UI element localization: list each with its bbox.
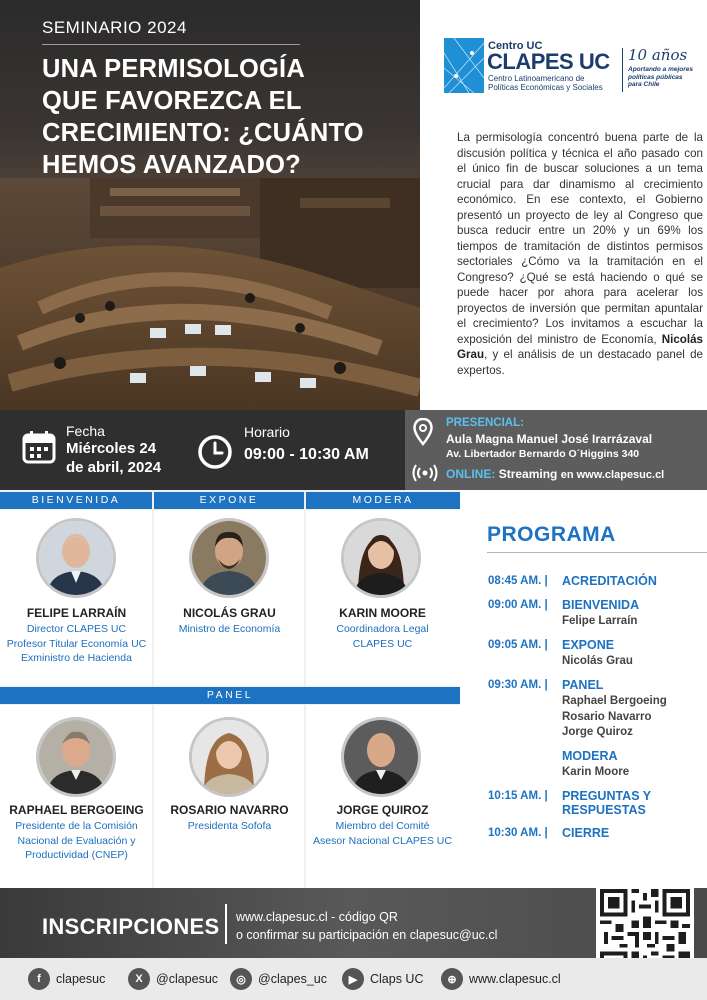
intro-text-end: , y el análisis de un destacado panel de expertos.	[457, 348, 703, 377]
facebook-icon: f	[28, 968, 50, 990]
program-label: ACREDITACIÓN	[562, 574, 657, 588]
registration-title: INSCRIPCIONES	[42, 914, 220, 939]
speaker-card	[306, 510, 460, 686]
hero-info	[420, 0, 707, 410]
speaker-role	[0, 622, 153, 666]
logo-centro: Centro UC	[488, 40, 543, 52]
event-info-bar	[0, 410, 707, 490]
program-label: PANEL	[562, 678, 604, 692]
speaker-card	[154, 705, 304, 888]
intro-paragraph	[457, 130, 703, 378]
registration-divider	[225, 904, 227, 944]
date-line: Miércoles 24	[66, 440, 157, 457]
speaker-name: ROSARIO NAVARRO	[170, 803, 289, 817]
logo-subtitle-line: Políticas Económicas y Sociales	[488, 83, 603, 92]
program-person: Felipe Larraín	[562, 615, 638, 627]
program-person: Rosario Navarro	[562, 710, 652, 723]
speaker-role-line: Coordinadora Legal	[336, 623, 429, 635]
social-facebook[interactable]	[28, 967, 105, 991]
title-line: UNA PERMISOLOGÍA	[42, 55, 305, 83]
speaker-role-line: CLAPES UC	[352, 637, 413, 650]
calendar-icon	[22, 430, 56, 464]
speaker-role-line: Ministro de Economía	[178, 623, 281, 635]
globe-icon: ⊕	[441, 968, 463, 990]
intro-text: La permisología concentró buena parte de la discusión política y técnica el año pasado con el único fin de buscar soluciones a un tema crucial para dar dinamismo al crecimiento económico. En ese contexto, el Gobierno presentó un proyecto de ley al Congreso que busca reducir entre un 20% y un 69% los tiempos de tramitación de distintos permisos sectoriales ¿Cómo va la tramitación en el Congreso? ¿Qué se está haciendo o qué se puede hacer por ahora para acelerar los proyectos de inversión que permitan apuntalar el crecimiento? Los invitamos a escuchar la exposición del ministro de Economía,	[457, 131, 703, 346]
tagline-line: Aportando a mejores	[628, 66, 694, 73]
speaker-card	[0, 510, 152, 686]
social-web[interactable]	[441, 967, 561, 991]
program-time: 09:05 AM. |	[488, 639, 548, 651]
program-person: Karin Moore	[562, 766, 630, 778]
speaker-photo	[344, 521, 418, 595]
program-time: 10:15 AM. |	[488, 790, 548, 802]
program-names	[562, 654, 707, 670]
program-label	[562, 789, 707, 817]
registration-link[interactable]: www.clapesuc.cl - código QR	[236, 910, 398, 924]
speaker-role-line: Asesor Nacional CLAPES UC	[313, 834, 452, 847]
speaker-name: KARIN MOORE	[339, 606, 426, 620]
anniversary-mark: 10 años	[628, 46, 688, 64]
location-pin-icon	[413, 418, 433, 446]
program-label: MODERA	[562, 749, 618, 763]
tagline-line: para Chile	[628, 81, 660, 88]
date-line: de abril, 2024	[66, 459, 162, 476]
x-icon: X	[128, 968, 150, 990]
broadcast-icon	[412, 463, 438, 483]
speaker-photo	[344, 720, 418, 794]
seminar-year: SEMINARIO 2024	[42, 18, 300, 45]
logo-divider	[622, 48, 623, 92]
speaker-role	[306, 819, 459, 848]
presencial-label: PRESENCIAL:	[446, 417, 524, 429]
speaker-role-line: Presidente de la Comisión	[15, 820, 138, 832]
youtube-icon: ▶	[342, 968, 364, 990]
speaker-name: NICOLÁS GRAU	[183, 606, 276, 620]
role-bar-bienvenida: BIENVENIDA	[0, 492, 152, 509]
speaker-role-line: Miembro del Comité	[335, 820, 430, 832]
program-names	[562, 614, 707, 630]
time-label: Horario	[244, 424, 290, 440]
senate-chamber-photo	[0, 178, 420, 410]
speaker-photo	[192, 720, 266, 794]
social-handle: @clapesuc	[156, 972, 219, 986]
speaker-photo	[39, 720, 113, 794]
hero-text	[42, 18, 372, 181]
speaker-role-line: Profesor Titular Economía UC	[6, 637, 147, 650]
speaker-role	[0, 819, 153, 863]
online-info	[446, 467, 664, 481]
social-handle: Claps UC	[370, 972, 424, 986]
social-x[interactable]	[128, 967, 218, 991]
logo-tagline	[628, 66, 694, 89]
logo-subtitle	[488, 74, 618, 92]
program-person: Raphael Bergoeing	[562, 695, 667, 707]
program-label: CIERRE	[562, 826, 610, 840]
avatar	[36, 717, 116, 797]
title-line: QUE FAVOREZCA EL	[42, 87, 302, 115]
speaker-role-line: Nacional de Evaluación y	[17, 834, 136, 847]
avatar	[189, 717, 269, 797]
program-names	[562, 694, 707, 741]
logo-clapes: CLAPES UC	[487, 49, 610, 74]
program-time: 09:30 AM. |	[488, 679, 548, 691]
speaker-role-line: Presidenta Sofofa	[187, 820, 272, 832]
program-person: Jorge Quiroz	[562, 726, 633, 738]
social-youtube[interactable]	[342, 967, 424, 991]
instagram-icon: ◎	[230, 968, 252, 990]
speaker-card	[154, 510, 304, 686]
program-time: 09:00 AM. |	[488, 599, 548, 611]
avatar	[341, 717, 421, 797]
clock-icon	[197, 434, 233, 470]
speaker-role	[153, 819, 306, 834]
hero-banner	[0, 0, 420, 410]
avatar	[189, 518, 269, 598]
event-title	[42, 53, 372, 181]
program-person: Nicolás Grau	[562, 655, 633, 667]
speakers-section	[0, 490, 460, 888]
speaker-photo	[192, 521, 266, 595]
intro-highlight: Nicolás Grau	[457, 332, 703, 361]
tagline-line: políticas públicas	[628, 73, 683, 81]
program-label-line: RESPUESTAS	[562, 803, 646, 817]
online-link[interactable]: en www.clapesuc.cl	[560, 469, 665, 481]
speaker-name: RAPHAEL BERGOEING	[9, 803, 144, 817]
title-line: HEMOS AVANZADO?	[42, 151, 301, 179]
speaker-role	[153, 622, 306, 637]
program-title: PROGRAMA	[487, 523, 616, 546]
program-panel	[460, 490, 707, 888]
speaker-name: FELIPE LARRAÍN	[26, 606, 127, 620]
program-label-line: PREGUNTAS Y	[562, 789, 652, 803]
online-mode: Streaming	[498, 467, 558, 481]
venue-name: Aula Magna Manuel José Irarrázaval	[446, 432, 653, 446]
speaker-role	[306, 622, 459, 651]
program-names	[562, 765, 707, 781]
speaker-role-line: Productividad (CNEP)	[25, 849, 128, 861]
hero-section	[0, 0, 707, 410]
program-time: 10:30 AM. |	[488, 827, 548, 839]
registration-text	[236, 908, 497, 944]
social-handle: @clapes_uc	[258, 972, 327, 986]
speaker-role-line: Exministro de Hacienda	[21, 652, 132, 664]
speaker-name: JORGE QUIROZ	[336, 803, 429, 817]
date-label: Fecha	[66, 423, 105, 439]
role-bar-modera: MODERA	[306, 492, 460, 509]
title-line: CRECIMIENTO: ¿CUÁNTO	[42, 119, 364, 147]
speaker-card	[306, 705, 460, 888]
registration-email[interactable]: o confirmar su participación en clapesuc@uc.cl	[236, 928, 498, 942]
globe-grid-icon	[444, 38, 484, 93]
website-link: www.clapesuc.cl	[469, 972, 561, 986]
social-handle: clapesuc	[56, 972, 106, 986]
role-bar-panel: PANEL	[0, 687, 460, 704]
avatar	[36, 518, 116, 598]
program-time: 08:45 AM. |	[488, 575, 548, 587]
program-label: EXPONE	[562, 638, 615, 652]
venue-address: Av. Libertador Bernardo O´Higgins 340	[446, 448, 640, 460]
speaker-card	[0, 705, 152, 888]
program-label: BIENVENIDA	[562, 598, 640, 612]
clapes-logo	[444, 38, 694, 100]
speaker-role-line: Director CLAPES UC	[26, 623, 127, 635]
date-value	[66, 439, 161, 477]
social-instagram[interactable]	[230, 967, 327, 991]
time-value: 09:00 - 10:30 AM	[244, 446, 369, 463]
speaker-photo	[39, 521, 113, 595]
logo-subtitle-line: Centro Latinoamericano de	[488, 74, 585, 83]
program-divider	[487, 552, 707, 553]
avatar	[341, 518, 421, 598]
social-footer	[0, 958, 707, 1000]
role-bar-expone: EXPONE	[154, 492, 304, 509]
online-label: ONLINE:	[446, 467, 496, 481]
